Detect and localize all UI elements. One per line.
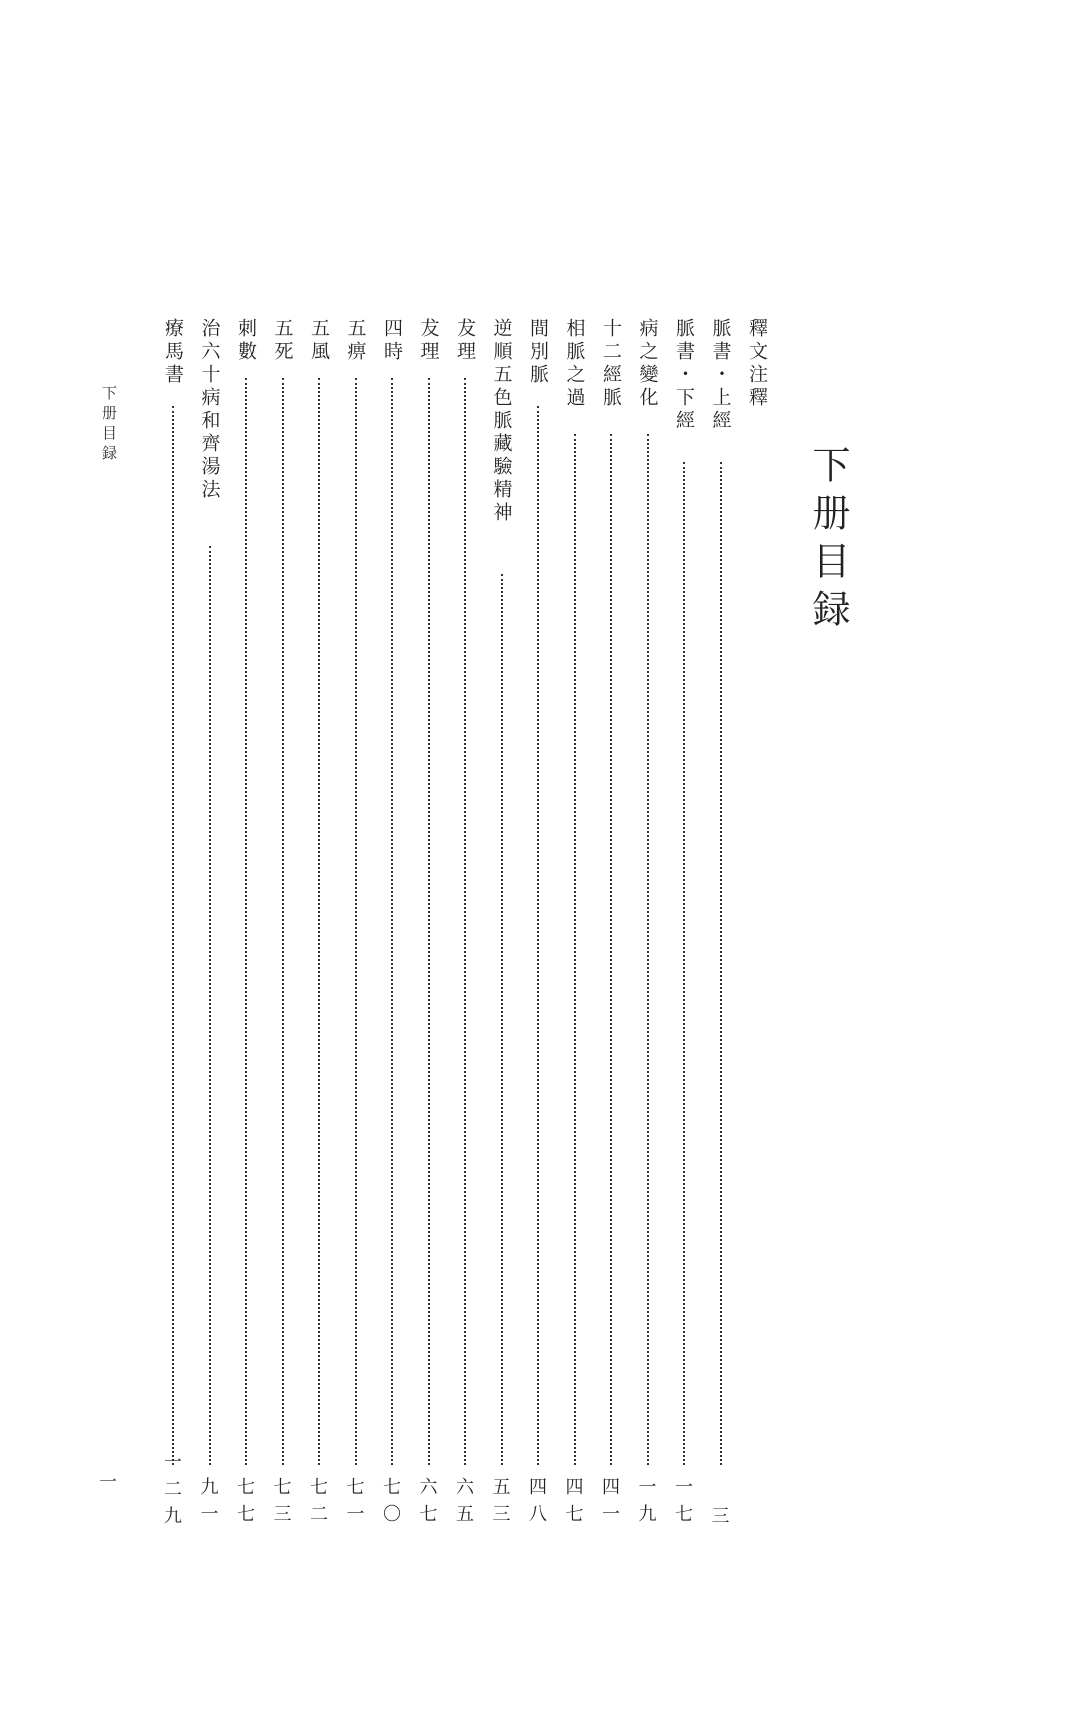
dot-leader xyxy=(501,574,503,1465)
toc-page-number xyxy=(526,1474,550,1530)
dot-leader xyxy=(391,378,393,1465)
toc-entry-label: 刺數 xyxy=(235,318,257,364)
page-digit: 四 xyxy=(565,1477,584,1498)
dot-leader xyxy=(647,434,649,1465)
page-digit: 一 xyxy=(200,1504,219,1525)
toc-entry-label: 四時 xyxy=(381,318,403,364)
toc-page-number xyxy=(672,1474,696,1530)
toc-entry-label: 脈書・下經 xyxy=(673,318,695,433)
toc-entry xyxy=(636,318,660,1530)
page-digit: 三 xyxy=(273,1504,292,1525)
dot-leader xyxy=(172,406,174,1465)
dot-leader xyxy=(245,378,247,1465)
dot-leader xyxy=(209,546,211,1465)
toc-entry-label: 脈書・上經 xyxy=(709,318,732,433)
page-digit: 九 xyxy=(164,1506,182,1527)
toc-page-number xyxy=(344,1474,368,1530)
page-digit: 八 xyxy=(529,1504,547,1525)
page-digit: 七 xyxy=(346,1477,365,1498)
toc-page-number xyxy=(417,1474,441,1530)
toc-entry xyxy=(563,318,587,1530)
toc-page-number xyxy=(709,1474,733,1530)
toc-entry xyxy=(599,318,623,1530)
dot-leader xyxy=(537,406,539,1465)
page-digit: 九 xyxy=(638,1504,657,1525)
page-digit: 七 xyxy=(310,1477,328,1498)
toc-entry xyxy=(198,318,222,1530)
toc-entry xyxy=(745,318,769,1530)
page-digit: 六 xyxy=(419,1477,438,1498)
page-digit: 七 xyxy=(565,1504,584,1525)
dot-leader xyxy=(574,434,576,1465)
toc-entry xyxy=(344,318,368,1530)
toc-entry xyxy=(380,318,404,1530)
toc-entry-label: 治六十病和齊湯法 xyxy=(198,318,221,502)
toc-entry xyxy=(271,318,295,1530)
page-digit: 二 xyxy=(310,1504,328,1525)
page-digit: 七 xyxy=(273,1477,292,1498)
toc-entry-label: 犮理 xyxy=(417,318,440,364)
toc-entry xyxy=(672,318,696,1530)
page-folio: 一 xyxy=(99,1472,117,1493)
page-digit: 九 xyxy=(200,1477,219,1498)
page-digit: 七 xyxy=(675,1504,693,1525)
toc-page-number xyxy=(563,1474,587,1530)
toc-entry-label: 犮理 xyxy=(454,318,476,364)
toc-page-number xyxy=(198,1474,222,1530)
toc-page-number xyxy=(490,1474,514,1530)
page-digit: 三 xyxy=(711,1506,730,1527)
page-digit: 四 xyxy=(529,1477,547,1498)
dot-leader xyxy=(318,378,320,1465)
page-digit: 一 xyxy=(346,1504,365,1525)
running-head: 下册目録 xyxy=(100,385,118,465)
toc-entry-label: 逆順五色脈藏驗精神 xyxy=(490,318,513,525)
toc-entry xyxy=(234,318,258,1530)
toc-entry xyxy=(490,318,514,1530)
toc-entry-label: 五痹 xyxy=(344,318,367,364)
toc-entry xyxy=(307,318,331,1530)
toc-entry-label: 間別脈 xyxy=(527,318,549,387)
toc-page-number xyxy=(307,1474,331,1530)
page-title: 下册目録 xyxy=(806,445,850,637)
toc-entry-label: 十二經脈 xyxy=(600,318,622,410)
toc-entry-label: 相脈之過 xyxy=(563,318,586,410)
toc-entry xyxy=(417,318,441,1530)
toc-entry xyxy=(709,318,733,1530)
page-digit: 七 xyxy=(237,1504,255,1525)
page-digit: 四 xyxy=(602,1477,620,1498)
toc-page-number xyxy=(636,1474,660,1530)
dot-leader xyxy=(610,434,612,1465)
toc-entry-label: 病之變化 xyxy=(636,318,659,410)
page-digit: 六 xyxy=(456,1477,474,1498)
page-digit: 五 xyxy=(492,1477,511,1498)
dot-leader xyxy=(282,378,284,1465)
page-digit: 一 xyxy=(602,1504,620,1525)
toc-entry-label: 五死 xyxy=(271,318,294,364)
dot-leader xyxy=(355,378,357,1465)
toc-entry-label: 釋文注釋 xyxy=(746,318,768,410)
dot-leader xyxy=(428,378,430,1465)
page-digit: 三 xyxy=(492,1504,511,1525)
toc-entry xyxy=(161,318,185,1530)
dot-leader xyxy=(683,462,685,1465)
toc-page-number xyxy=(234,1474,258,1530)
toc-entry xyxy=(526,318,550,1530)
toc-page-number xyxy=(599,1474,623,1530)
toc-page-number xyxy=(380,1474,404,1530)
page-digit: 一 xyxy=(164,1452,182,1473)
dot-leader xyxy=(720,462,722,1465)
page-digit: 七 xyxy=(383,1477,401,1498)
toc-entry-label: 療馬書 xyxy=(162,318,184,387)
page-digit: 七 xyxy=(419,1504,438,1525)
page-digit: 五 xyxy=(456,1504,474,1525)
dot-leader xyxy=(464,378,466,1465)
page-digit: 一 xyxy=(638,1477,657,1498)
page-digit: 七 xyxy=(237,1477,255,1498)
toc-page-number xyxy=(161,1449,185,1530)
toc-entry xyxy=(453,318,477,1530)
toc-entry-label: 五風 xyxy=(308,318,330,364)
toc-page-number xyxy=(453,1474,477,1530)
page-digit: 二 xyxy=(164,1479,182,1500)
page-digit: 一 xyxy=(675,1477,693,1498)
toc-page-number xyxy=(271,1474,295,1530)
page-digit: 〇 xyxy=(383,1504,401,1525)
